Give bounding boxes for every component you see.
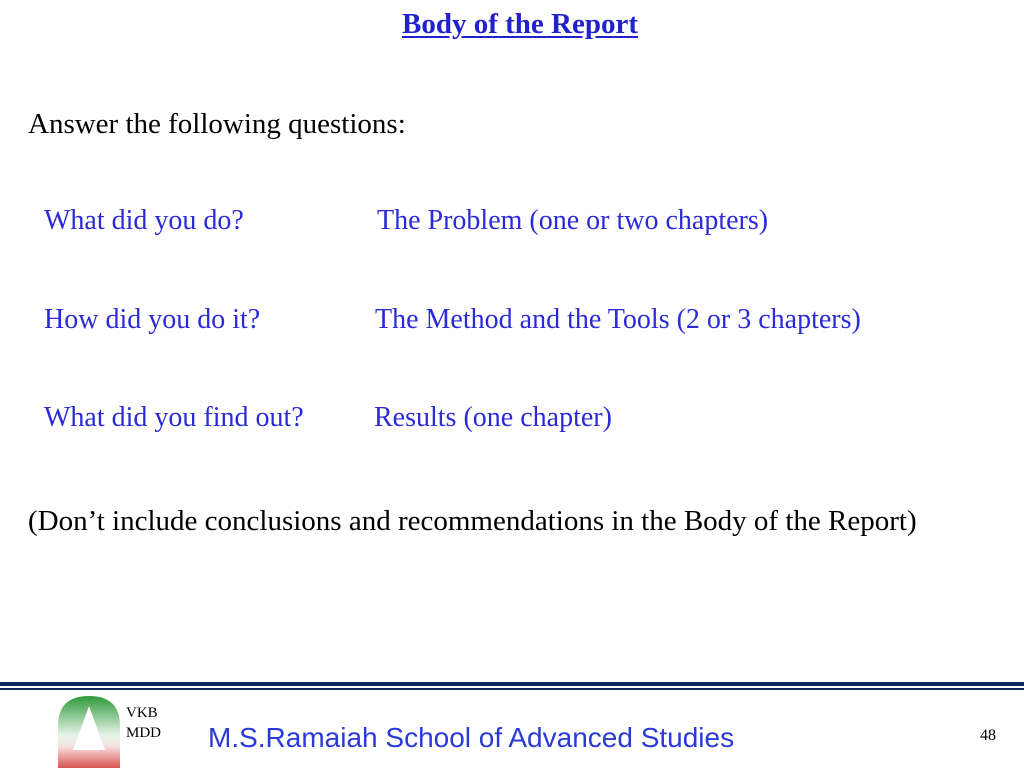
initials-line-2: MDD <box>126 725 162 741</box>
slide-title: Body of the Report <box>401 8 638 40</box>
page-number: 48 <box>980 727 996 744</box>
question-row <box>44 402 612 434</box>
answer-text: Results (one chapter) <box>374 402 612 433</box>
question-row <box>44 205 769 237</box>
institution-name: M.S.Ramaiah School of Advanced Studies <box>208 722 735 753</box>
question-row <box>44 304 861 336</box>
answer-text: The Problem (one or two chapters) <box>377 205 769 236</box>
footer-divider-thin <box>0 688 1024 690</box>
question-text: How did you do it? <box>44 304 261 335</box>
footer-divider <box>0 682 1024 686</box>
question-text: What did you do? <box>44 205 244 236</box>
author-initials <box>126 703 161 743</box>
intro-text: Answer the following questions: <box>28 108 406 140</box>
answer-text: The Method and the Tools (2 or 3 chapters) <box>375 304 861 335</box>
note-text: (Don’t include conclusions and recommendations in the Body of the Report) <box>28 505 917 537</box>
initials-line-1: VKB <box>126 705 158 721</box>
question-text: What did you find out? <box>44 402 304 433</box>
ramaiah-logo-icon <box>58 696 120 768</box>
